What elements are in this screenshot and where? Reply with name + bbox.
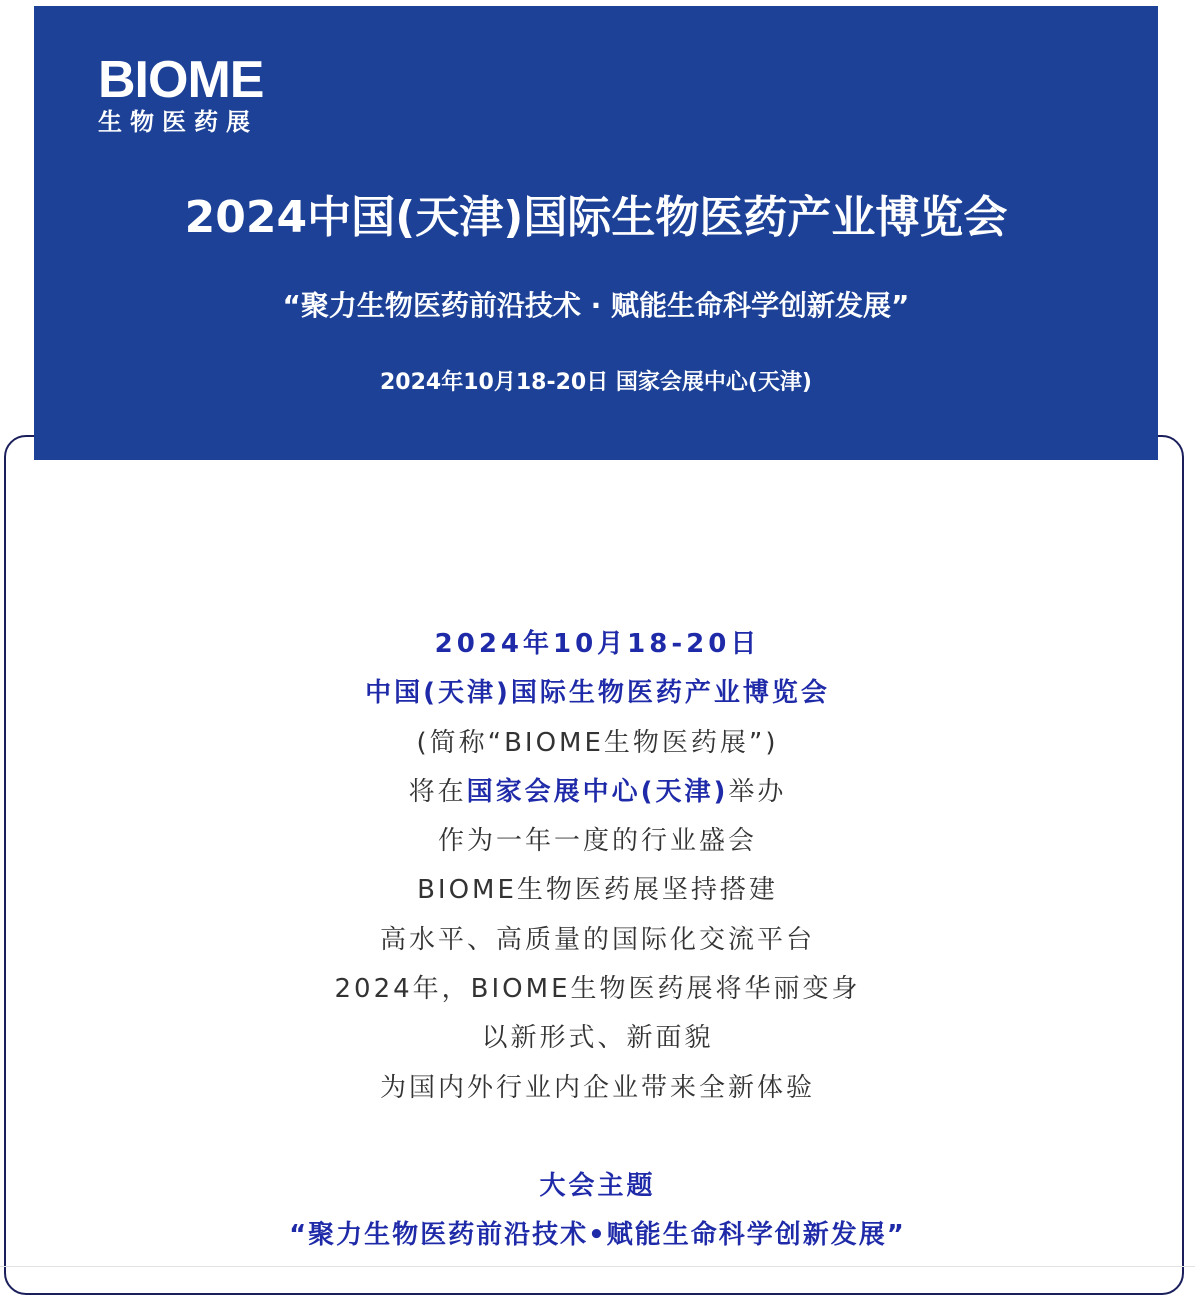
- body-line: 高水平、高质量的国际化交流平台: [379, 924, 815, 955]
- divider: [0, 1266, 1195, 1267]
- body-line: BIOME生物医药展坚持搭建: [417, 875, 778, 906]
- biome-logo: [98, 51, 264, 136]
- intro-text: [0, 620, 1195, 1261]
- expo-name: 中国(天津)国际生物医药产业博览会: [365, 678, 830, 709]
- logo-subtitle: 生物医药展: [98, 108, 258, 136]
- venue-line: [0, 768, 1195, 817]
- theme-heading: 大会主题: [539, 1170, 656, 1201]
- header-banner: [34, 6, 1158, 460]
- venue-prefix: 将在: [408, 776, 467, 807]
- venue-suffix: 举办: [728, 776, 787, 807]
- body-line: 作为一年一度的行业盛会: [437, 826, 757, 857]
- logo-wordmark: BIOME: [98, 51, 264, 109]
- spacer: [0, 1113, 1195, 1162]
- banner-title: 2024中国(天津)国际生物医药产业博览会: [184, 192, 1008, 243]
- banner-date-venue: 2024年10月18-20日 国家会展中心(天津): [380, 370, 812, 395]
- body-line: 为国内外行业内企业带来全新体验: [379, 1072, 815, 1103]
- expo-abbreviation: (简称“BIOME生物医药展”): [416, 727, 779, 758]
- body-line: 2024年，BIOME生物医药展将华丽变身: [334, 974, 861, 1005]
- venue-name: 国家会展中心(天津): [466, 776, 729, 807]
- banner-slogan: “聚力生物医药前沿技术 · 赋能生命科学创新发展”: [282, 289, 910, 322]
- theme-text: “聚力生物医药前沿技术•赋能生命科学创新发展”: [289, 1220, 906, 1251]
- body-line: 以新形式、新面貌: [481, 1023, 714, 1054]
- event-date: 2024年10月18-20日: [434, 629, 761, 659]
